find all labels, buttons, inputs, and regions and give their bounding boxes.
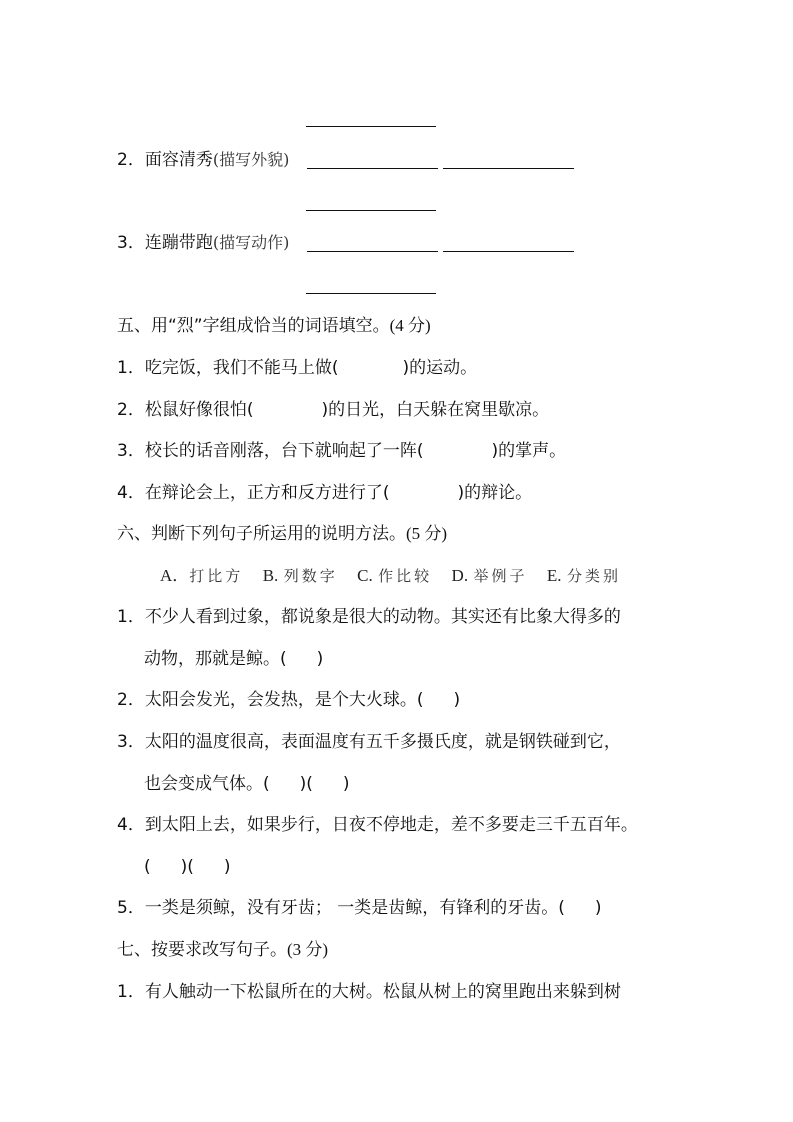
item-text: 也会变成气体。( [144,774,270,794]
answer-blank[interactable] [306,293,436,294]
item-number: 5． [117,898,145,918]
item-text: 太阳的温度很高，表面温度有五千多摄氏度，就是钢铁碰到它， [144,732,621,752]
item-text: 一类是须鲸，没有牙齿； 一类是齿鲸，有锋利的牙齿。( [144,898,565,918]
item-word: 连蹦带跑 [144,233,213,253]
item-number: 2． [117,400,145,420]
item-text: )的运动。 [402,358,478,378]
item-number: 3． [117,233,145,253]
item-text: )的辩论。 [457,483,533,503]
option-e: E. 分类别 [546,566,621,585]
item-text: ( [144,857,151,877]
item-text: 到太阳上去，如果步行，日夜不停地走，差不多要走三千五百年。 [144,815,638,835]
item-text: ) [453,690,461,710]
item-text: )的掌声。 [491,441,567,461]
answer-blank[interactable] [306,210,436,211]
question-item [117,690,460,710]
item-number: 4． [117,815,145,835]
item-number: 3． [117,732,145,752]
item-number: 2． [117,690,145,710]
question-item [117,400,549,420]
item-number: 2． [117,150,145,170]
item-text: 松鼠好像很怕( [144,400,254,420]
item-number: 4． [117,483,145,503]
option-b: B. 列数字 [262,566,338,585]
section-heading: 七、按要求改写句子。 [117,940,287,960]
item-word: 面容清秀 [144,150,213,170]
question-item [117,982,621,1002]
section-title [117,316,431,336]
option-c: C. 作比较 [357,566,433,585]
question-item [117,732,621,752]
item-number: 1． [117,607,145,627]
section-title [117,940,328,960]
question-item [117,358,477,378]
item-text: ) [342,774,350,794]
answer-blank[interactable] [307,168,438,169]
item-text: 在辩论会上，正方和反方进行了( [144,483,390,503]
section-points: (4 分) [389,316,431,335]
section-title [117,524,447,544]
answer-blank[interactable] [443,251,574,252]
item-text: 太阳会发光，会发热，是个大火球。( [144,690,424,710]
item-text: ) [316,649,324,669]
item-number: 3． [117,441,145,461]
section-heading: 六、判断下列句子所运用的说明方法。 [117,524,406,544]
item-text: 不少人看到过象，都说象是很大的动物。其实还有比象大得多的 [144,607,621,627]
question-item-continued [144,774,350,794]
answer-blank[interactable] [443,168,574,169]
answer-blank[interactable] [307,251,438,252]
item-text: ) [223,857,231,877]
item-text: 吃完饭，我们不能马上做( [144,358,339,378]
item-number: 1． [117,982,145,1002]
question-item [117,898,602,918]
item-text: )的日光，白天躲在窝里歇凉。 [321,400,550,420]
section-points: (3 分) [287,940,329,959]
answer-blank[interactable] [306,126,436,127]
section-points: (5 分) [406,524,448,543]
item-text: 校长的话音刚落，台下就响起了一阵( [144,441,424,461]
question-item [117,150,289,170]
item-text: )( [180,857,194,877]
question-item [117,483,532,503]
question-item-continued [144,649,323,669]
options-list [160,566,635,586]
question-item [117,441,566,461]
option-d: D. 举例子 [451,566,528,585]
item-text: ) [594,898,602,918]
question-item [117,815,638,835]
item-text: )( [299,774,313,794]
option-a: A．打比方 [160,566,244,585]
item-hint: (描写动作) [212,233,290,252]
section-heading: 五、用“烈”字组成恰当的词语填空。 [117,316,390,336]
question-item [117,607,621,627]
item-number: 1． [117,358,145,378]
question-item-continued [144,857,231,877]
item-text: 有人触动一下松鼠所在的大树。松鼠从树上的窝里跑出来躲到树 [144,982,621,1002]
question-item [117,233,289,253]
item-text: 动物，那就是鲸。( [144,649,287,669]
item-hint: (描写外貌) [212,150,290,169]
